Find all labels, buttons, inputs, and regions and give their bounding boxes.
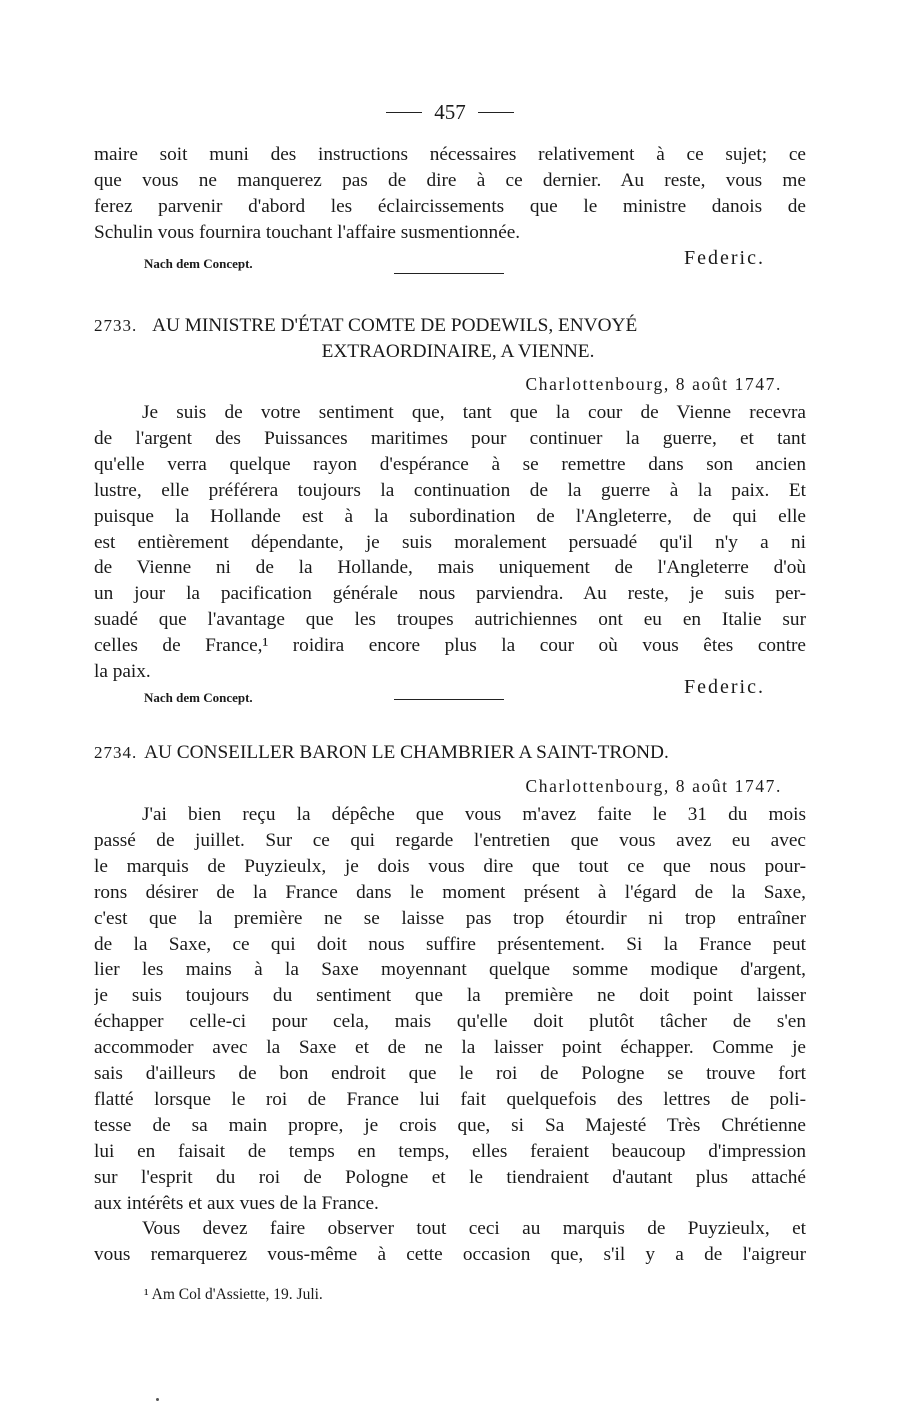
text-line: lui en faisait de temps en temps, elles feraient beaucoup d'impression (94, 1140, 806, 1162)
text-line: flatté lorsque le roi de France lui fait quelquefois des lettres de poli- (94, 1088, 806, 1110)
text-line: J'ai bien reçu la dépêche que vous m'avez faite le 31 du mois (142, 804, 806, 825)
footnote: ¹ Am Col d'Assiette, 19. Juli. (144, 1286, 323, 1303)
letter-number: 2733. (94, 316, 138, 335)
text-line: un jour la pacification générale nous parviendra. Au reste, je suis per- (94, 583, 806, 605)
text-line: la paix. (94, 661, 151, 683)
text-line: je suis toujours du sentiment que la première ne doit point laisser (94, 985, 806, 1007)
text-line: est entièrement dépendante, je suis moralement persuadé qu'il n'y a ni (94, 531, 806, 553)
letter-title: AU MINISTRE D'ÉTAT COMTE DE PODEWILS, ENVOYÉ (152, 315, 638, 336)
text-line: accommoder avec la Saxe et de ne la laisser point échapper. Comme je (94, 1037, 806, 1059)
text-line: que vous ne manquerez pas de dire à ce dernier. Au reste, vous me (94, 169, 806, 191)
text-line: lustre, elle préférera toujours la continuation de la guerre à la paix. Et (94, 479, 806, 501)
letter-title-line: EXTRAORDINAIRE, A VIENNE. (321, 340, 595, 362)
page-number: 457 (434, 99, 466, 124)
text-line: de Vienne ni de la Hollande, mais uniquement de l'Angleterre d'où (94, 557, 806, 579)
text-line: de l'argent des Puissances maritimes pour continuer la guerre, et tant (94, 427, 806, 449)
header-dash-right (478, 112, 514, 113)
text-line: Schulin vous fournira touchant l'affaire susmentionnée. (94, 221, 521, 243)
signature: Federic. (684, 676, 765, 698)
source-note: Nach dem Concept. (144, 690, 253, 705)
text-line: le marquis de Puyzieulx, je dois vous dire que tout ce que nous pour- (94, 855, 806, 877)
text-line: tesse de sa main propre, je crois que, si Sa Majesté Très Chrétienne (94, 1114, 806, 1136)
intro-paragraph (94, 142, 806, 246)
letter-2734-paragraph-2 (94, 1216, 806, 1268)
text-line: vous remarquerez vous-même à cette occasion que, s'il y a de l'aigreur (94, 1243, 806, 1265)
text-line: Je suis de votre sentiment que, tant que la cour de Vienne recevra (142, 402, 806, 423)
text-line: maire soit muni des instructions nécessaires relativement à ce sujet; ce (94, 144, 806, 165)
letter-title-line (94, 313, 806, 339)
text-line: Vous devez faire observer tout ceci au marquis de Puyzieulx, et (142, 1218, 806, 1239)
text-line: rons désirer de la France dans le moment présent à l'égard de la Saxe, (94, 881, 806, 903)
text-line: suadé que l'avantage que les troupes autrichiennes ont eu en Italie sur (94, 609, 806, 631)
page-header (94, 96, 806, 128)
text-line: qu'elle verra quelque rayon d'espérance à se remettre dans son ancien (94, 453, 806, 475)
letter-2734-paragraph-1 (94, 802, 806, 1217)
dateline: Charlottenbourg, 8 août 1747. (525, 776, 782, 796)
letter-number: 2734. (94, 743, 138, 762)
section-rule (394, 699, 504, 700)
text-line: de la Saxe, ce qui doit nous suffire présentement. Si la France peut (94, 933, 806, 955)
section-rule (394, 273, 504, 274)
letter-2733-heading (94, 313, 806, 365)
scan-speck (156, 1398, 159, 1401)
document-page (94, 0, 806, 1404)
letter-2734-heading (94, 740, 806, 766)
text-line: passé de juillet. Sur ce qui regarde l'entretien que vous avez eu avec (94, 829, 806, 851)
text-line: lier les mains à la Saxe moyennant quelque somme modique d'argent, (94, 959, 806, 981)
signature: Federic. (684, 247, 765, 269)
header-dash-left (386, 112, 422, 113)
text-line: aux intérêts et aux vues de la France. (94, 1192, 379, 1214)
text-line: sur l'esprit du roi de Pologne et le tiendraient d'autant plus attaché (94, 1166, 806, 1188)
text-line: ferez parvenir d'abord les éclaircissements que le ministre danois de (94, 195, 806, 217)
dateline: Charlottenbourg, 8 août 1747. (525, 374, 782, 394)
letter-2733-body (94, 400, 806, 685)
letter-title: AU CONSEILLER BARON LE CHAMBRIER A SAINT-TROND. (144, 742, 669, 763)
text-line: c'est que la première ne se laisse pas trop étourdir ni trop entraîner (94, 907, 806, 929)
text-line: échapper celle-ci pour cela, mais qu'elle doit plutôt tâcher de s'en (94, 1011, 806, 1033)
text-line: puisque la Hollande est à la subordination de l'Angleterre, de qui elle (94, 505, 806, 527)
text-line: sais d'ailleurs de bon endroit que le roi de Pologne se trouve fort (94, 1063, 806, 1085)
text-line: celles de France,¹ roidira encore plus la cour où vous êtes contre (94, 635, 806, 657)
source-note: Nach dem Concept. (144, 256, 253, 271)
